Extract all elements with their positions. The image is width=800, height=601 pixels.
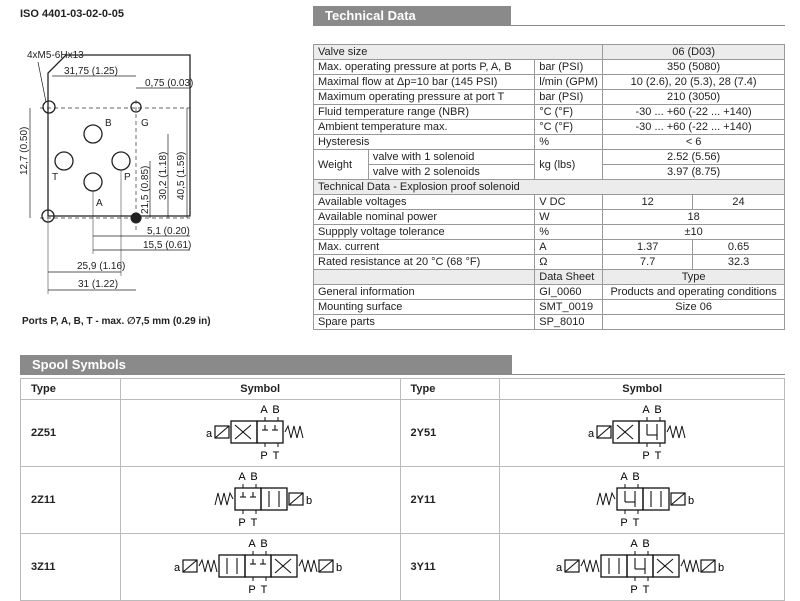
thread-callout: 4xM5-6Hx13	[27, 50, 84, 61]
technical-data-header: Technical Data	[313, 6, 511, 26]
table-row: Spare parts SP_8010	[314, 315, 785, 330]
return-spring	[285, 426, 303, 438]
table-row: Valve size 06 (D03)	[314, 45, 785, 60]
solenoid-coil	[565, 560, 579, 572]
port-label-b: B	[105, 118, 112, 129]
spool-position-box	[219, 555, 245, 577]
port-label-p: P	[238, 516, 246, 529]
port-label-t: T	[250, 516, 258, 529]
spool-position-box	[639, 421, 665, 443]
table-row: Suppply voltage tolerance % ±10	[314, 225, 785, 240]
port-label-p: P	[630, 583, 638, 596]
solenoid-a-label: a	[556, 561, 563, 574]
table-row: Data Sheet Type	[314, 270, 785, 285]
dim-30-2: 30,2 (1.18)	[158, 151, 169, 200]
port-label-t: T	[642, 583, 650, 596]
document-title: ISO 4401-03-02-0-05	[20, 8, 124, 20]
port-label-a: A	[260, 403, 268, 416]
port-label-a: A	[620, 470, 628, 483]
dim-40-5: 40,5 (1.59)	[176, 151, 187, 200]
port-label-a: A	[248, 537, 256, 550]
spool-position-box	[643, 488, 669, 510]
table-row: Technical Data - Explosion proof solenoid	[314, 180, 785, 195]
technical-data-rule	[313, 25, 785, 26]
table-row: Maximal flow at Δp=10 bar (145 PSI) l/min (GPM) 10 (2.6), 20 (5.3), 28 (7.4)	[314, 75, 785, 90]
table-row: Maximum operating pressure at port T bar (PSI) 210 (3050)	[314, 90, 785, 105]
port-label-p: P	[620, 516, 628, 529]
dim-31: 31 (1.22)	[78, 279, 119, 290]
port-label-t: T	[632, 516, 640, 529]
return-spring	[199, 560, 217, 572]
port-label-t: T	[52, 172, 59, 183]
spool-position-box	[601, 555, 627, 577]
table-row: General information GI_0060 Products and operating conditions	[314, 285, 785, 300]
solenoid-coil	[289, 493, 303, 505]
solenoid-coil	[597, 426, 611, 438]
solenoid-b-label: b	[718, 561, 725, 574]
port-label-p: P	[248, 583, 256, 596]
table-row: Max. operating pressure at ports P, A, B bar (PSI) 350 (5080)	[314, 60, 785, 75]
spool-position-box	[245, 555, 271, 577]
solenoid-a-label: a	[588, 427, 595, 440]
spool-symbol-2y11	[577, 468, 707, 530]
table-row: Available voltages V DC 12 24	[314, 195, 785, 210]
spool-symbol-2z11	[195, 468, 325, 530]
dim-31-75: 31,75 (1.25)	[64, 66, 118, 77]
port-label-b: B	[250, 470, 258, 483]
table-row: Rated resistance at 20 °C (68 °F) Ω 7.7 32.3	[314, 255, 785, 270]
table-row: Hysteresis % < 6	[314, 135, 785, 150]
solenoid-coil	[183, 560, 197, 572]
technical-data-table	[313, 44, 785, 330]
return-spring	[215, 493, 233, 505]
spool-position-box	[617, 488, 643, 510]
dim-12-7: 12,7 (0.50)	[19, 126, 30, 175]
port-label-t: T	[260, 583, 268, 596]
return-spring	[581, 560, 599, 572]
port-label-b: B	[654, 403, 662, 416]
port-label-b: B	[632, 470, 640, 483]
spool-position-box	[627, 555, 653, 577]
spool-type: 3Z11	[21, 534, 121, 601]
port-label-b: B	[260, 537, 268, 550]
table-row	[21, 400, 785, 467]
port-label-t: T	[654, 449, 662, 462]
solenoid-a-label: a	[206, 427, 213, 440]
spool-symbols-rule	[20, 374, 785, 375]
port-label-b: B	[272, 403, 280, 416]
solenoid-b-label: b	[336, 561, 343, 574]
port-label-p: P	[642, 449, 650, 462]
solenoid-b-label: b	[688, 494, 695, 507]
solenoid-coil	[671, 493, 685, 505]
dim-21-5: 21,5 (0.85)	[140, 165, 151, 214]
port-label-t: T	[272, 449, 280, 462]
table-row: Max. current A 1.37 0.65	[314, 240, 785, 255]
port-label-a: A	[238, 470, 246, 483]
solenoid-coil	[319, 560, 333, 572]
port-label-a: A	[96, 198, 103, 209]
spool-position-box	[653, 555, 679, 577]
return-spring	[597, 493, 615, 505]
spool-type: 2Z11	[21, 467, 121, 534]
table-row	[21, 534, 785, 601]
spool-type: 2Y51	[400, 400, 500, 467]
dim-0-75: 0,75 (0.03)	[145, 78, 194, 89]
mounting-surface-drawing	[0, 40, 205, 310]
spool-position-box	[257, 421, 283, 443]
dim-15-5: 15,5 (0.61)	[143, 240, 192, 251]
port-t-hole	[55, 152, 73, 170]
spool-position-box	[271, 555, 297, 577]
spool-symbol-3y11	[557, 535, 727, 597]
spool-type: 2Y11	[400, 467, 500, 534]
spool-symbol-2z51	[195, 401, 325, 463]
table-header-row: Type Symbol Type Symbol	[21, 379, 785, 400]
solenoid-b-label: b	[306, 494, 313, 507]
port-p-hole	[112, 152, 130, 170]
port-label-g: G	[141, 118, 149, 129]
port-a-hole	[84, 173, 102, 191]
solenoid-coil	[701, 560, 715, 572]
table-row: Available nominal power W 18	[314, 210, 785, 225]
port-label-a: A	[642, 403, 650, 416]
return-spring	[667, 426, 685, 438]
spool-position-box	[231, 421, 257, 443]
port-label-p: P	[124, 172, 131, 183]
spool-type: 3Y11	[400, 534, 500, 601]
thread-hole-tl	[43, 101, 55, 113]
spool-symbols-header: Spool Symbols	[20, 355, 512, 375]
table-row: Fluid temperature range (NBR) °C (°F) -30 ... +60 (-22 ... +140)	[314, 105, 785, 120]
spool-position-box	[613, 421, 639, 443]
spool-type: 2Z51	[21, 400, 121, 467]
table-row: Ambient temperature max. °C (°F) -30 ... +60 (-22 ... +140)	[314, 120, 785, 135]
table-row: valve with 2 solenoids 3.97 (8.75)	[314, 165, 785, 180]
port-label-p: P	[260, 449, 268, 462]
spool-symbol-3z11	[175, 535, 345, 597]
port-label-a: A	[630, 537, 638, 550]
solenoid-a-label: a	[174, 561, 181, 574]
port-label-b: B	[642, 537, 650, 550]
dim-25-9: 25,9 (1.16)	[77, 261, 126, 272]
spool-symbol-2y51	[577, 401, 707, 463]
table-row	[21, 467, 785, 534]
spool-symbols-table	[20, 378, 785, 601]
return-spring	[299, 560, 317, 572]
ports-note: Ports P, A, B, T - max. ∅7,5 mm (0.29 in)	[22, 316, 211, 327]
dim-5-1: 5,1 (0.20)	[147, 226, 190, 237]
port-b-hole	[84, 125, 102, 143]
spool-position-box	[261, 488, 287, 510]
table-row: Mounting surface SMT_0019 Size 06	[314, 300, 785, 315]
table-row: Weight valve with 1 solenoid kg (lbs) 2.52 (5.56)	[314, 150, 785, 165]
spool-position-box	[235, 488, 261, 510]
return-spring	[681, 560, 699, 572]
solenoid-coil	[215, 426, 229, 438]
